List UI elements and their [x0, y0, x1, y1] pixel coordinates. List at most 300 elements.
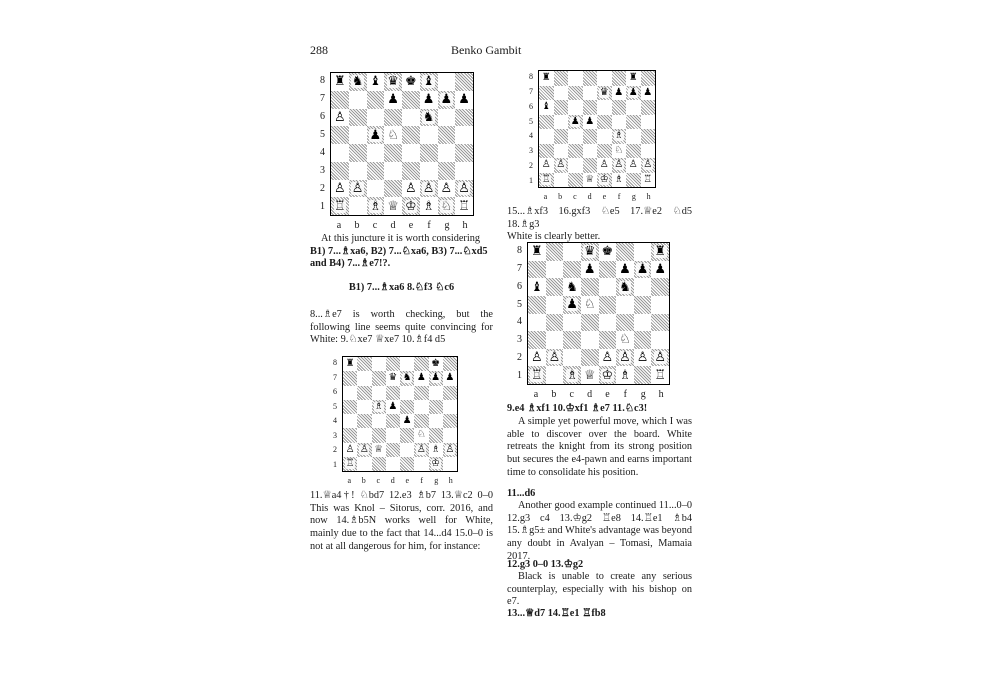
- black-pawn-icon: ♟: [416, 372, 426, 384]
- board-square-h7: [455, 91, 473, 109]
- board-square-g8: [626, 71, 641, 86]
- board-square-e3: [597, 144, 612, 159]
- black-knight-icon: ♞: [402, 372, 412, 384]
- file-label: c: [573, 192, 577, 201]
- black-rook-icon: ♜: [334, 74, 346, 90]
- black-pawn-icon: ♟: [369, 127, 382, 143]
- board-square-c5: [563, 296, 581, 314]
- white-bishop-icon: ♗: [619, 367, 631, 383]
- board-square-f5: [414, 400, 428, 414]
- board-square-c3: [563, 331, 581, 349]
- right-caption-1: [507, 206, 692, 244]
- board-square-g1: [438, 197, 456, 215]
- rank-label: 4: [333, 416, 337, 426]
- board-square-f5: [420, 126, 438, 144]
- caption-line-2: White is clearly better.: [507, 231, 601, 243]
- board-square-a2: [331, 180, 349, 198]
- white-knight-icon: ♘: [387, 127, 399, 143]
- board-square-c2: [372, 443, 386, 457]
- black-knight-icon: ♞: [566, 279, 578, 295]
- white-pawn-icon: ♙: [416, 443, 426, 455]
- white-pawn-icon: ♙: [334, 109, 346, 125]
- board-square-f6: [414, 386, 428, 400]
- file-label: b: [558, 192, 563, 201]
- board-square-a2: [343, 443, 357, 457]
- board-square-f1: [420, 197, 438, 215]
- board-square-h5: [641, 115, 656, 130]
- white-pawn-icon: ♙: [345, 443, 355, 455]
- board-square-e1: [599, 366, 617, 384]
- rank-label: 1: [333, 459, 337, 469]
- board-square-e5: [599, 296, 617, 314]
- board-square-g7: [634, 261, 652, 279]
- white-pawn-icon: ♙: [405, 180, 417, 196]
- white-king-icon: ♔: [599, 173, 609, 185]
- rank-label: 2: [333, 445, 337, 455]
- board-square-c4: [372, 414, 386, 428]
- board-square-b6: [546, 278, 564, 296]
- board-square-b6: [349, 109, 367, 127]
- board-square-e6: [599, 278, 617, 296]
- board-square-a8: [331, 73, 349, 91]
- file-label: a: [543, 192, 548, 201]
- board-square-a5: [343, 400, 357, 414]
- board-square-c7: [563, 261, 581, 279]
- rank-label: 2: [529, 160, 533, 170]
- board-square-h1: [443, 457, 457, 471]
- board-square-c5: [568, 115, 583, 130]
- board-square-b7: [554, 86, 569, 101]
- board-square-f2: [612, 158, 627, 173]
- file-label: c: [372, 220, 378, 231]
- board-square-e5: [402, 126, 420, 144]
- board-square-a4: [539, 129, 554, 144]
- rank-label: 8: [320, 75, 325, 86]
- file-label: d: [390, 220, 396, 231]
- black-king-icon: ♚: [431, 358, 441, 370]
- board-square-e7: [597, 86, 612, 101]
- rank-label: 6: [320, 111, 325, 122]
- board-square-g3: [429, 428, 443, 442]
- black-queen-icon: ♛: [583, 244, 596, 260]
- file-label: h: [448, 476, 453, 485]
- board-square-f5: [612, 115, 627, 130]
- chessboard: [527, 242, 670, 385]
- board-square-e5: [597, 115, 612, 130]
- board-square-b3: [357, 428, 371, 442]
- board-square-a8: [528, 243, 546, 261]
- board-square-d7: [384, 91, 402, 109]
- board-square-f6: [420, 109, 438, 127]
- white-bishop-icon: ♗: [422, 198, 435, 214]
- board-square-f2: [616, 349, 634, 367]
- board-square-c3: [372, 428, 386, 442]
- board-square-b4: [357, 414, 371, 428]
- file-label: c: [569, 389, 574, 400]
- board-square-a3: [343, 428, 357, 442]
- board-square-b8: [546, 243, 564, 261]
- board-square-c2: [367, 180, 385, 198]
- board-square-b4: [349, 144, 367, 162]
- board-square-a8: [343, 357, 357, 371]
- white-pawn-icon: ♙: [599, 159, 609, 171]
- board-square-c7: [568, 86, 583, 101]
- white-knight-icon: ♘: [416, 429, 426, 441]
- black-pawn-icon: ♟: [422, 92, 435, 108]
- board-square-h1: [455, 197, 473, 215]
- rank-label: 7: [517, 262, 522, 274]
- rank-label: 4: [517, 316, 522, 328]
- black-pawn-icon: ♟: [614, 86, 624, 98]
- board-square-e8: [400, 357, 414, 371]
- board-square-c8: [568, 71, 583, 86]
- heading-b1: B1) 7...♗xa6 8.♘f3 ♘c6: [348, 282, 455, 293]
- board-square-e3: [400, 428, 414, 442]
- board-square-a6: [343, 386, 357, 400]
- board-square-b2: [349, 180, 367, 198]
- rank-label: 3: [529, 146, 533, 156]
- board-square-d1: [581, 366, 599, 384]
- board-square-a5: [528, 296, 546, 314]
- file-label: g: [434, 476, 439, 485]
- board-square-c4: [367, 144, 385, 162]
- white-pawn-icon: ♙: [359, 443, 369, 455]
- black-pawn-icon: ♟: [583, 261, 596, 277]
- board-square-h8: [443, 357, 457, 371]
- board-square-b6: [357, 386, 371, 400]
- board-square-d2: [581, 349, 599, 367]
- white-rook-icon: ♖: [530, 367, 543, 383]
- board-square-c6: [563, 278, 581, 296]
- white-rook-icon: ♖: [643, 173, 653, 185]
- board-square-e1: [597, 173, 612, 188]
- rank-label: 6: [333, 387, 337, 397]
- white-bishop-icon: ♗: [566, 367, 578, 383]
- board-square-c6: [367, 109, 385, 127]
- board-square-b2: [546, 349, 564, 367]
- board-square-f6: [612, 100, 627, 115]
- board-square-d4: [384, 144, 402, 162]
- board-square-d4: [583, 129, 598, 144]
- board-square-e2: [599, 349, 617, 367]
- board-square-d2: [583, 158, 598, 173]
- board-square-d8: [386, 357, 400, 371]
- white-rook-icon: ♖: [345, 457, 355, 469]
- board-square-g7: [429, 371, 443, 385]
- board-square-b2: [554, 158, 569, 173]
- board-square-h7: [651, 261, 669, 279]
- board-square-c8: [372, 357, 386, 371]
- board-square-e3: [402, 162, 420, 180]
- board-square-d4: [581, 314, 599, 332]
- board-square-h4: [651, 314, 669, 332]
- board-square-b2: [357, 443, 371, 457]
- white-queen-icon: ♕: [583, 367, 596, 383]
- board-square-g4: [634, 314, 652, 332]
- board-square-a3: [331, 162, 349, 180]
- board-square-d8: [581, 243, 599, 261]
- board-square-a8: [539, 71, 554, 86]
- file-label: h: [462, 220, 468, 231]
- black-rook-icon: ♜: [345, 358, 355, 370]
- white-rook-icon: ♖: [654, 367, 667, 383]
- board-square-e8: [402, 73, 420, 91]
- chessboard: [538, 70, 656, 188]
- black-pawn-icon: ♟: [636, 261, 649, 277]
- board-square-d8: [384, 73, 402, 91]
- black-pawn-icon: ♟: [388, 400, 398, 412]
- board-square-c1: [568, 173, 583, 188]
- board-square-b4: [546, 314, 564, 332]
- black-pawn-icon: ♟: [570, 115, 580, 127]
- board-square-e6: [400, 386, 414, 400]
- white-pawn-icon: ♙: [614, 159, 624, 171]
- white-knight-icon: ♘: [440, 198, 453, 214]
- white-pawn-icon: ♙: [654, 350, 667, 366]
- board-square-f2: [420, 180, 438, 198]
- black-pawn-icon: ♟: [654, 261, 667, 277]
- board-square-d3: [384, 162, 402, 180]
- board-square-c6: [568, 100, 583, 115]
- board-square-a4: [331, 144, 349, 162]
- rank-label: 1: [517, 370, 522, 382]
- black-king-icon: ♚: [405, 74, 417, 90]
- black-queen-icon: ♛: [388, 372, 398, 384]
- file-label: e: [405, 476, 410, 485]
- board-square-d4: [386, 414, 400, 428]
- board-square-h1: [641, 173, 656, 188]
- board-square-g2: [626, 158, 641, 173]
- white-bishop-icon: ♗: [614, 130, 624, 142]
- board-square-b3: [554, 144, 569, 159]
- board-square-g4: [429, 414, 443, 428]
- board-square-f2: [414, 443, 428, 457]
- board-square-d6: [384, 109, 402, 127]
- board-square-f4: [616, 314, 634, 332]
- board-square-f1: [414, 457, 428, 471]
- board-square-f8: [420, 73, 438, 91]
- board-square-c1: [372, 457, 386, 471]
- board-square-d1: [583, 173, 598, 188]
- board-square-g2: [429, 443, 443, 457]
- board-square-f4: [420, 144, 438, 162]
- board-square-d2: [384, 180, 402, 198]
- white-rook-icon: ♖: [334, 198, 346, 214]
- file-label: f: [420, 476, 424, 485]
- black-pawn-icon: ♟: [643, 86, 653, 98]
- board-square-g5: [626, 115, 641, 130]
- board-square-g7: [438, 91, 456, 109]
- board-square-h6: [455, 109, 473, 127]
- board-square-b7: [349, 91, 367, 109]
- file-label: a: [533, 389, 539, 400]
- board-square-a1: [539, 173, 554, 188]
- intro-line-2: B1) 7...♗xa6, B2) 7...♘xa6, B3) 7...♘xd5: [310, 245, 488, 257]
- board-square-h8: [455, 73, 473, 91]
- board-square-h4: [455, 144, 473, 162]
- black-pawn-icon: ♟: [566, 297, 578, 313]
- board-square-c4: [563, 314, 581, 332]
- white-pawn-icon: ♙: [643, 159, 653, 171]
- rank-label: 3: [517, 334, 522, 346]
- board-square-g1: [626, 173, 641, 188]
- board-square-g1: [429, 457, 443, 471]
- board-square-f8: [616, 243, 634, 261]
- black-queen-icon: ♛: [599, 86, 609, 98]
- rank-label: 5: [333, 401, 337, 411]
- black-bishop-icon: ♝: [422, 74, 435, 90]
- board-square-g2: [634, 349, 652, 367]
- board-square-h6: [651, 278, 669, 296]
- rank-label: 7: [529, 87, 533, 97]
- board-square-d7: [583, 86, 598, 101]
- board-square-c5: [372, 400, 386, 414]
- board-square-e6: [597, 100, 612, 115]
- board-square-d3: [581, 331, 599, 349]
- white-knight-icon: ♘: [619, 332, 631, 348]
- heading-13-qd7: 13...♕d7 14.♖e1 ♖fb8: [507, 608, 606, 619]
- black-rook-icon: ♜: [654, 244, 667, 260]
- rank-label: 3: [320, 165, 325, 176]
- black-king-icon: ♚: [601, 244, 614, 260]
- board-square-a1: [331, 197, 349, 215]
- white-king-icon: ♔: [431, 457, 441, 469]
- rank-label: 4: [320, 147, 325, 158]
- file-label: a: [347, 476, 352, 485]
- board-square-c2: [568, 158, 583, 173]
- black-knight-icon: ♞: [351, 74, 364, 90]
- black-pawn-icon: ♟: [440, 92, 453, 108]
- board-square-f6: [616, 278, 634, 296]
- board-square-g5: [429, 400, 443, 414]
- white-king-icon: ♔: [601, 367, 614, 383]
- board-square-c6: [372, 386, 386, 400]
- board-square-d6: [583, 100, 598, 115]
- board-square-a3: [539, 144, 554, 159]
- board-square-a4: [343, 414, 357, 428]
- black-pawn-icon: ♟: [628, 86, 638, 98]
- white-pawn-icon: ♙: [628, 159, 638, 171]
- board-square-a7: [331, 91, 349, 109]
- white-pawn-icon: ♙: [422, 180, 435, 196]
- page-number: 288: [310, 43, 328, 57]
- board-square-g1: [634, 366, 652, 384]
- board-square-a6: [539, 100, 554, 115]
- board-square-g6: [626, 100, 641, 115]
- board-square-f3: [616, 331, 634, 349]
- board-square-h6: [641, 100, 656, 115]
- white-pawn-icon: ♙: [334, 180, 346, 196]
- chessboard: [342, 356, 458, 472]
- board-square-b5: [357, 400, 371, 414]
- black-bishop-icon: ♝: [541, 101, 551, 113]
- board-square-h2: [641, 158, 656, 173]
- board-square-a7: [528, 261, 546, 279]
- white-pawn-icon: ♙: [636, 350, 649, 366]
- board-square-h8: [641, 71, 656, 86]
- black-pawn-icon: ♟: [387, 92, 399, 108]
- board-square-f4: [414, 414, 428, 428]
- board-square-e2: [400, 443, 414, 457]
- board-square-g3: [634, 331, 652, 349]
- right-paragraph-2: Another good example continued 11...0–0 12.g3 c4 13.♔g2 ♖e8 14.♖e1 ♗b4 15.♗g5± and White's advantage was beyond any doubt in Avalyan – Tomasi, Mamaia 2017.: [507, 500, 692, 562]
- board-square-h2: [455, 180, 473, 198]
- white-queen-icon: ♕: [374, 443, 384, 455]
- board-square-b1: [349, 197, 367, 215]
- black-knight-icon: ♞: [619, 279, 631, 295]
- board-square-f7: [612, 86, 627, 101]
- chessboard: [330, 72, 474, 216]
- rank-label: 4: [529, 131, 533, 141]
- file-label: e: [408, 220, 414, 231]
- board-square-a1: [528, 366, 546, 384]
- board-square-e2: [402, 180, 420, 198]
- white-knight-icon: ♘: [583, 297, 596, 313]
- black-pawn-icon: ♟: [402, 415, 412, 427]
- rank-label: 5: [529, 116, 533, 126]
- board-square-b7: [546, 261, 564, 279]
- board-square-g6: [634, 278, 652, 296]
- board-square-a6: [331, 109, 349, 127]
- caption-line-1: 15...♗xf3 16.gxf3 ♘e5 17.♕e2 ♘d5 18.♗g3: [507, 206, 692, 230]
- board-square-c7: [367, 91, 385, 109]
- board-square-d6: [581, 278, 599, 296]
- file-label: g: [444, 220, 450, 231]
- board-square-g5: [438, 126, 456, 144]
- left-paragraph-2: 8...♗e7 is worth checking, but the following line seems quite convincing for White: 9.♘xe7 ♕xe7 10.♗f4 d5: [310, 309, 493, 346]
- board-square-e7: [400, 371, 414, 385]
- board-square-c3: [367, 162, 385, 180]
- white-pawn-icon: ♙: [601, 350, 614, 366]
- board-square-c5: [367, 126, 385, 144]
- board-square-h3: [443, 428, 457, 442]
- board-square-e8: [597, 71, 612, 86]
- black-pawn-icon: ♟: [619, 261, 631, 277]
- board-square-g2: [438, 180, 456, 198]
- file-label: d: [587, 192, 592, 201]
- white-queen-icon: ♕: [585, 173, 595, 185]
- file-label: c: [376, 476, 381, 485]
- board-square-f7: [414, 371, 428, 385]
- rank-label: 5: [320, 129, 325, 140]
- rank-label: 8: [333, 358, 337, 368]
- board-square-c2: [563, 349, 581, 367]
- board-square-c8: [563, 243, 581, 261]
- black-rook-icon: ♜: [530, 244, 543, 260]
- black-pawn-icon: ♟: [458, 92, 470, 108]
- right-paragraph-1: A simple yet powerful move, which I was able to discover over the board. White retreats the knight from its strong position but secures the e4-pawn and earns important time to consolidate his position.: [507, 416, 692, 478]
- white-pawn-icon: ♙: [548, 350, 561, 366]
- black-pawn-icon: ♟: [431, 372, 441, 384]
- white-bishop-icon: ♗: [614, 173, 624, 185]
- rank-label: 2: [517, 352, 522, 364]
- board-square-e4: [402, 144, 420, 162]
- rank-label: 2: [320, 183, 325, 194]
- board-square-f8: [612, 71, 627, 86]
- rank-label: 6: [529, 101, 533, 111]
- white-pawn-icon: ♙: [440, 180, 453, 196]
- board-square-e6: [402, 109, 420, 127]
- board-square-h7: [443, 371, 457, 385]
- board-square-c1: [367, 197, 385, 215]
- file-label: b: [361, 476, 366, 485]
- board-square-c7: [372, 371, 386, 385]
- board-square-f3: [420, 162, 438, 180]
- board-square-h2: [651, 349, 669, 367]
- board-square-b1: [357, 457, 371, 471]
- board-square-b5: [554, 115, 569, 130]
- board-square-g8: [634, 243, 652, 261]
